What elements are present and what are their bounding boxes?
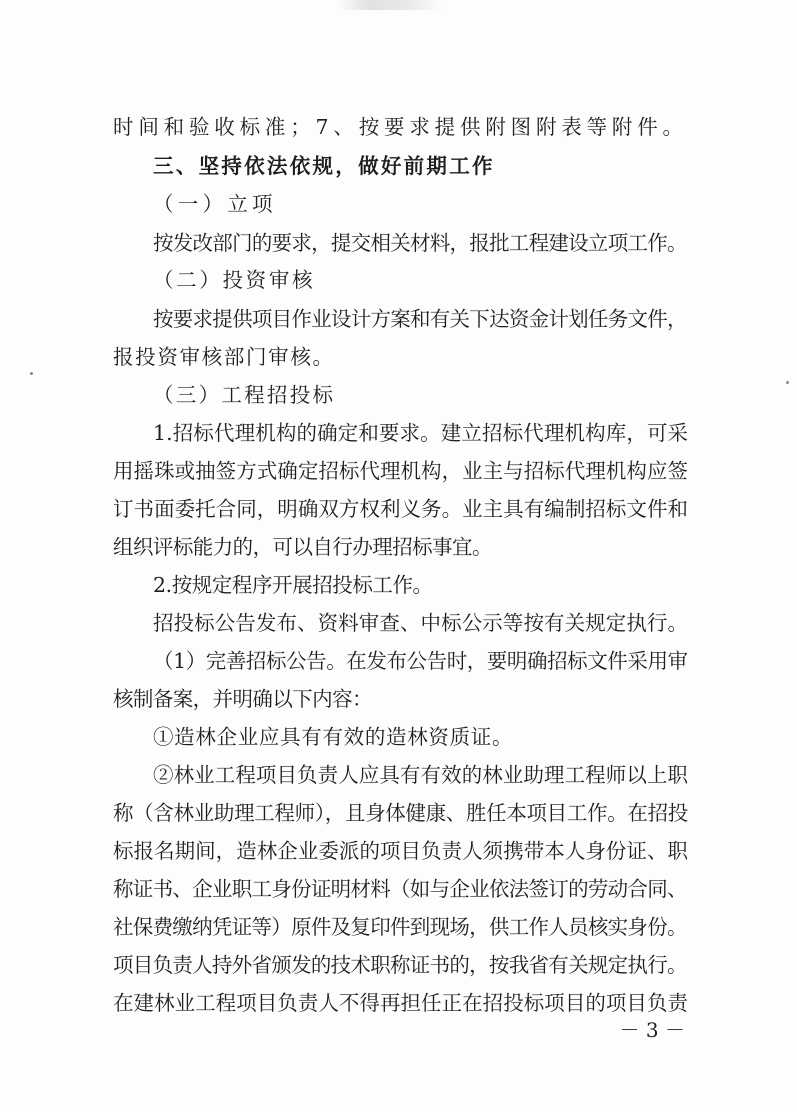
body-line-1: 时间和验收标准；7、按要求提供附图附表等附件。 bbox=[113, 115, 688, 139]
body-line-10: 用摇珠或抽签方式确定招标代理机构，业主与招标代理机构应签 bbox=[113, 459, 689, 483]
scan-mark bbox=[338, 0, 442, 10]
scan-speck bbox=[786, 381, 789, 384]
body-line-15: （1）完善招标公告。在发布公告时，要明确招标文件采用审 bbox=[153, 649, 688, 673]
body-line-9: 1.招标代理机构的确定和要求。建立招标代理机构库，可采 bbox=[153, 421, 689, 445]
body-line-4: 按发改部门的要求，提交相关材料，报批工程建设立项工作。 bbox=[153, 231, 687, 255]
body-line-14: 招投标公告发布、资料审查、中标公示等按有关规定执行。 bbox=[153, 611, 689, 635]
body-line-19: 称（含林业助理工程师），且身体健康、胜任本项目工作。在招投 bbox=[113, 801, 688, 825]
body-line-18: ②林业工程项目负责人应具有有效的林业助理工程师以上职 bbox=[153, 763, 689, 787]
body-line-23: 项目负责人持外省颁发的技术职称证书的，按我省有关规定执行。 bbox=[113, 953, 687, 977]
body-line-21: 称证书、企业职工身份证明材料（如与企业依法签订的劳动合同、 bbox=[113, 877, 687, 901]
body-line-20: 标报名期间，造林企业委派的项目负责人须携带本人身份证、职 bbox=[113, 839, 689, 863]
body-line-6: 按要求提供项目作业设计方案和有关下达资金计划任务文件， bbox=[153, 307, 687, 331]
body-line-7: 报投资审核部门审核。 bbox=[113, 345, 335, 369]
scan-speck bbox=[30, 372, 33, 375]
body-line-13: 2.按规定程序开展招投标工作。 bbox=[153, 573, 433, 597]
body-line-16: 核制备案，并明确以下内容： bbox=[113, 687, 372, 711]
page-number: － 3 － bbox=[619, 1018, 685, 1042]
body-line-17: ①造林企业应具有有效的造林资质证。 bbox=[153, 725, 514, 749]
section-heading-3: 三、坚持依法依规，做好前期工作 bbox=[153, 154, 495, 178]
subheading-3: （三）工程招投标 bbox=[153, 383, 336, 407]
subheading-2: （二）投资审核 bbox=[153, 268, 316, 292]
body-line-11: 订书面委托合同，明确双方权利义务。业主具有编制招标文件和 bbox=[113, 497, 689, 521]
body-line-22: 社保费缴纳凭证等）原件及复印件到现场，供工作人员核实身份。 bbox=[113, 915, 687, 939]
body-line-12: 组织评标能力的，可以自行办理招标事宜。 bbox=[113, 535, 492, 559]
body-line-24: 在建林业工程项目负责人不得再担任正在招投标项目的项目负责 bbox=[113, 991, 689, 1015]
subheading-1: （一）立项 bbox=[153, 192, 277, 216]
